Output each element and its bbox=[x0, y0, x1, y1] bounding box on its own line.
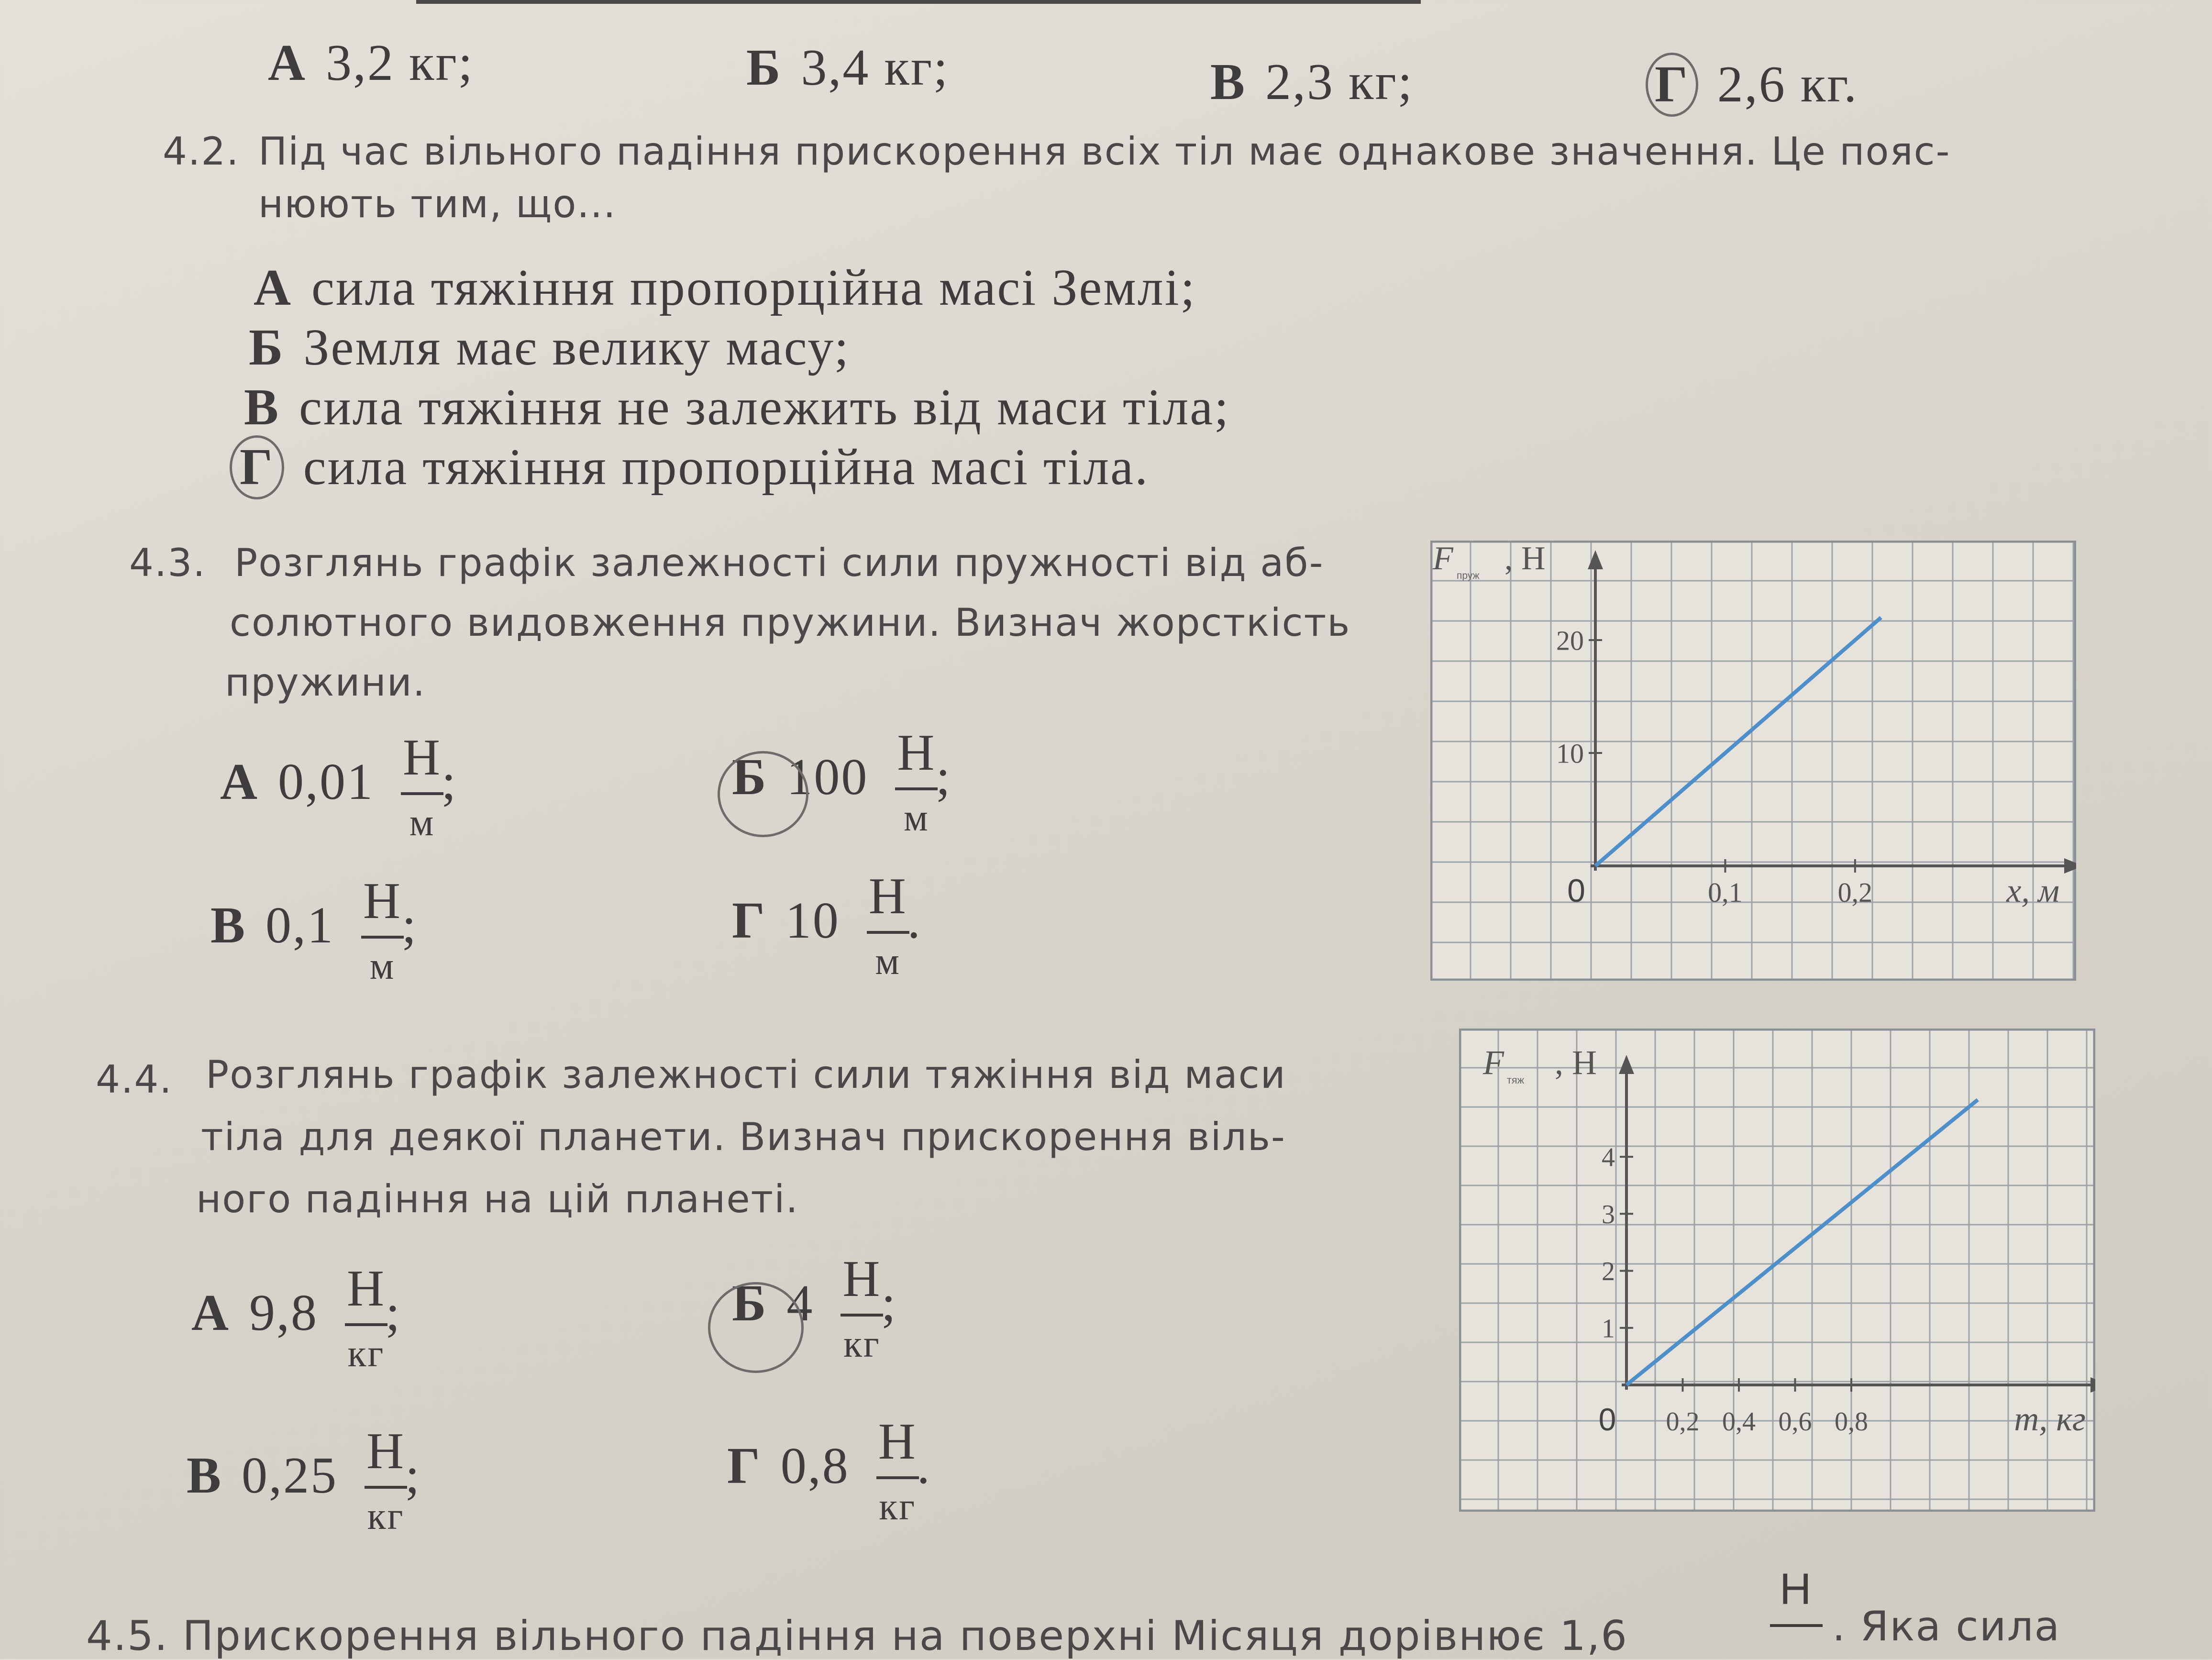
q44-number: 4.4. bbox=[96, 1057, 173, 1102]
spring-chart-y-label-sub: пруж bbox=[1457, 570, 1480, 581]
gravity-chart-x-label: m, кг bbox=[2014, 1400, 2086, 1438]
q43-text-line2: солютного видовження пружини. Визнач жорсткість bbox=[230, 600, 1351, 645]
q45-fraction-num: Н bbox=[1780, 1565, 1812, 1614]
q44-answer-circle bbox=[708, 1282, 804, 1373]
gravity-chart-y-label-unit: , Н bbox=[1555, 1043, 1597, 1082]
q42-text-line2: нюють тим, що... bbox=[258, 182, 617, 226]
gravity-chart-y-label: F bbox=[1483, 1043, 1504, 1082]
q43-text-line3: пружини. bbox=[225, 660, 426, 705]
q42-number: 4.2. bbox=[163, 129, 240, 174]
spring-chart-y-label: F bbox=[1433, 541, 1453, 577]
spring-chart-x-label: x, м bbox=[2006, 873, 2059, 909]
q44-text-line3: ного падіння на цій планеті. bbox=[196, 1177, 799, 1221]
q41-option-a: А 3,2 кг; bbox=[268, 34, 474, 91]
spring-chart-frame bbox=[1431, 542, 2075, 980]
spring-chart-origin-label: 0 bbox=[1567, 873, 1585, 909]
gravity-chart-x-tick-label: 0,8 bbox=[1835, 1407, 1868, 1437]
spring-chart-y-label-unit: , Н bbox=[1504, 541, 1546, 577]
q45-text-right: . Яка сила bbox=[1832, 1603, 2061, 1650]
spring-chart-y-arrow bbox=[1588, 550, 1603, 569]
spring-chart-x-tick-label: 0,2 bbox=[1837, 877, 1873, 908]
q41-option-b: Б 3,4 кг; bbox=[746, 39, 950, 96]
gravity-force-chart bbox=[1459, 1029, 2095, 1512]
q43-option-b: Б 100 Н м ; bbox=[732, 724, 952, 839]
q43-number: 4.3. bbox=[129, 541, 206, 585]
q43-option-d: Г 10 Н м . bbox=[732, 868, 922, 983]
gravity-chart-y-arrow bbox=[1619, 1055, 1634, 1074]
gravity-chart-x-arrow bbox=[2090, 1377, 2095, 1393]
q44-option-b: Б 4 Н кг ; bbox=[732, 1251, 897, 1365]
gravity-chart-y-tick-label: 1 bbox=[1602, 1314, 1615, 1344]
q43-option-c: В 0,1 Н м ; bbox=[210, 873, 418, 987]
q44-option-a: А 9,8 Н кг ; bbox=[191, 1260, 402, 1375]
spring-chart-x-tick-label: 0,1 bbox=[1708, 877, 1743, 908]
q41-option-c: В 2,3 кг; bbox=[1210, 54, 1414, 111]
q42-option-d: Г сила тяжіння пропорційна масі тіла. bbox=[230, 435, 1149, 499]
top-rule bbox=[416, 0, 1421, 4]
q44-option-d: Г 0,8 Н кг . bbox=[727, 1413, 931, 1528]
q42-option-c: В сила тяжіння не залежить від маси тіла; bbox=[244, 379, 1230, 436]
q44-text-line2: тіла для деякої планети. Визнач прискорення віль- bbox=[201, 1115, 1286, 1159]
q43-answer-circle bbox=[718, 751, 808, 837]
gravity-chart-x-tick-label: 0,2 bbox=[1666, 1407, 1700, 1437]
gravity-chart-x-tick-label: 0,4 bbox=[1722, 1407, 1756, 1437]
gravity-chart-origin-label: 0 bbox=[1598, 1402, 1616, 1437]
q42-option-b: Б Земля має велику масу; bbox=[249, 319, 850, 376]
gravity-chart-y-label-sub: тяж bbox=[1507, 1074, 1525, 1086]
spring-chart-y-tick-label: 20 bbox=[1556, 625, 1584, 656]
gravity-chart-frame bbox=[1460, 1029, 2094, 1511]
q45-fraction-bar bbox=[1770, 1624, 1823, 1627]
spring-chart-y-tick-label: 10 bbox=[1556, 738, 1584, 769]
q42-text-line1: Під час вільного падіння прискорення всіх тіл має однакове значення. Це пояс- bbox=[258, 129, 1951, 174]
q43-option-a: А 0,01 Н м ; bbox=[220, 729, 458, 844]
q44-option-c: В 0,25 Н кг ; bbox=[187, 1423, 421, 1538]
q41-option-d: Г 2,6 кг. bbox=[1646, 53, 1858, 117]
gravity-chart-x-tick-label: 0,6 bbox=[1778, 1407, 1812, 1437]
q45-text-partial: 4.5. Прискорення вільного падіння на поверхні Місяця дорівнює 1,6 bbox=[86, 1612, 1628, 1660]
q43-text-line1: Розглянь графік залежності сили пружності від аб- bbox=[234, 541, 1324, 585]
spring-force-chart bbox=[1430, 541, 2076, 981]
gravity-chart-y-tick-label: 2 bbox=[1602, 1257, 1615, 1287]
gravity-chart-y-tick-label: 3 bbox=[1602, 1199, 1615, 1229]
gravity-chart-y-tick-label: 4 bbox=[1602, 1142, 1615, 1173]
q42-option-a: А сила тяжіння пропорційна масі Землі; bbox=[254, 259, 1196, 316]
q44-text-line1: Розглянь графік залежності сили тяжіння від маси bbox=[206, 1052, 1286, 1097]
